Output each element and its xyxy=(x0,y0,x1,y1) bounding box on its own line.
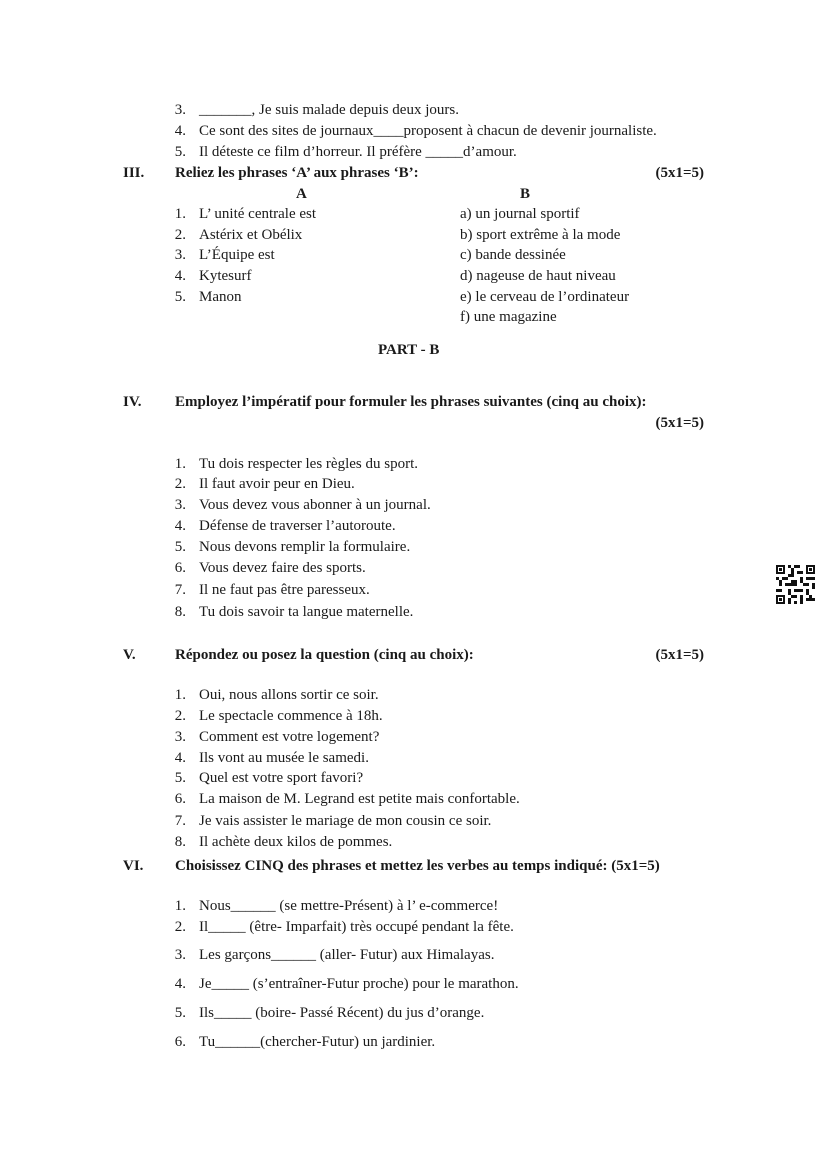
item-number: 2. xyxy=(174,476,186,492)
section-number: V. xyxy=(123,647,136,663)
list-item: Je_____ (s’entraîner-Futur proche) pour le marathon. xyxy=(199,976,519,992)
match-b-item: e) le cerveau de l’ordinateur xyxy=(460,289,630,305)
list-item: Il ne faut pas être paresseux. xyxy=(199,582,370,598)
list-item: La maison de M. Legrand est petite mais confortable. xyxy=(199,791,520,807)
item-number: 5. xyxy=(174,539,186,555)
section-number: IV. xyxy=(123,394,142,410)
list-item: Je vais assister le mariage de mon cousin ce soir. xyxy=(199,813,492,829)
item-number: 4. xyxy=(174,518,186,534)
section-number: III. xyxy=(123,165,145,181)
item-number: 4. xyxy=(174,268,186,284)
section-title: Employez l’impératif pour formuler les phrases suivantes (cinq au choix): xyxy=(175,394,647,410)
list-item: Tu dois respecter les règles du sport. xyxy=(199,456,418,472)
item-number: 7. xyxy=(174,582,186,598)
match-b-item: a) un journal sportif xyxy=(460,206,580,222)
item-number: 7. xyxy=(174,813,186,829)
section-marks: (5x1=5) xyxy=(655,647,704,663)
list-item: Comment est votre logement? xyxy=(199,729,380,745)
item-number: 2. xyxy=(174,919,186,935)
section-title: Choisissez CINQ des phrases et mettez les verbes au temps indiqué: (5x1=5) xyxy=(175,858,660,874)
item-number: 8. xyxy=(174,834,186,850)
match-a-item: L’Équipe est xyxy=(199,247,275,263)
part-title: PART - B xyxy=(378,342,440,358)
item-number: 1. xyxy=(174,687,186,703)
item-number: 2. xyxy=(174,708,186,724)
item-number: 1. xyxy=(174,898,186,914)
item-number: 3. xyxy=(174,947,186,963)
match-b-item: f) une magazine xyxy=(460,309,557,325)
item-number: 5. xyxy=(174,770,186,786)
item-number: 6. xyxy=(174,1034,186,1050)
list-item: Il faut avoir peur en Dieu. xyxy=(199,476,355,492)
section-marks: (5x1=5) xyxy=(655,415,704,431)
match-a-item: Kytesurf xyxy=(199,268,252,284)
item-number: 4. xyxy=(174,750,186,766)
list-item: Ce sont des sites de journaux____proposent à chacun de devenir journaliste. xyxy=(199,123,657,139)
list-item: Vous devez faire des sports. xyxy=(199,560,366,576)
item-number: 2. xyxy=(174,227,186,243)
item-number: 6. xyxy=(174,791,186,807)
item-number: 5. xyxy=(174,1005,186,1021)
match-a-item: L’ unité centrale est xyxy=(199,206,317,222)
list-item: Il_____ (être- Imparfait) très occupé pendant la fête. xyxy=(199,919,514,935)
list-item: Les garçons______ (aller- Futur) aux Himalayas. xyxy=(199,947,495,963)
list-item: Il déteste ce film d’horreur. Il préfère _____d’amour. xyxy=(199,144,517,160)
list-item: Tu______(chercher-Futur) un jardinier. xyxy=(199,1034,436,1050)
list-item: Tu dois savoir ta langue maternelle. xyxy=(199,604,414,620)
list-item: Nous devons remplir la formulaire. xyxy=(199,539,411,555)
item-number: 4. xyxy=(174,976,186,992)
list-item: Nous______ (se mettre-Présent) à l’ e-commerce! xyxy=(199,898,499,914)
column-b-header: B xyxy=(520,186,531,202)
item-number: 3. xyxy=(174,497,186,513)
item-number: 4. xyxy=(174,123,186,139)
match-a-item: Astérix et Obélix xyxy=(199,227,303,243)
list-item: Ils_____ (boire- Passé Récent) du jus d’orange. xyxy=(199,1005,485,1021)
list-item: Oui, nous allons sortir ce soir. xyxy=(199,687,379,703)
item-number: 5. xyxy=(174,289,186,305)
list-item: Défense de traverser l’autoroute. xyxy=(199,518,396,534)
section-title: Répondez ou posez la question (cinq au choix): xyxy=(175,647,474,663)
item-number: 3. xyxy=(174,729,186,745)
section-marks: (5x1=5) xyxy=(655,165,704,181)
list-item: Ils vont au musée le samedi. xyxy=(199,750,369,766)
match-b-item: d) nageuse de haut niveau xyxy=(460,268,616,284)
item-number: 3. xyxy=(174,102,186,118)
item-number: 6. xyxy=(174,560,186,576)
item-number: 1. xyxy=(174,206,186,222)
list-item: _______, Je suis malade depuis deux jours. xyxy=(199,102,459,118)
item-number: 3. xyxy=(174,247,186,263)
list-item: Quel est votre sport favori? xyxy=(199,770,364,786)
section-number: VI. xyxy=(123,858,144,874)
match-b-item: b) sport extrême à la mode xyxy=(460,227,621,243)
column-a-header: A xyxy=(296,186,307,202)
list-item: Vous devez vous abonner à un journal. xyxy=(199,497,431,513)
qr-code xyxy=(776,565,815,604)
match-a-item: Manon xyxy=(199,289,242,305)
list-item: Il achète deux kilos de pommes. xyxy=(199,834,393,850)
section-title: Reliez les phrases ‘A’ aux phrases ‘B’: xyxy=(175,165,419,181)
match-b-item: c) bande dessinée xyxy=(460,247,566,263)
item-number: 8. xyxy=(174,604,186,620)
list-item: Le spectacle commence à 18h. xyxy=(199,708,383,724)
item-number: 5. xyxy=(174,144,186,160)
item-number: 1. xyxy=(174,456,186,472)
